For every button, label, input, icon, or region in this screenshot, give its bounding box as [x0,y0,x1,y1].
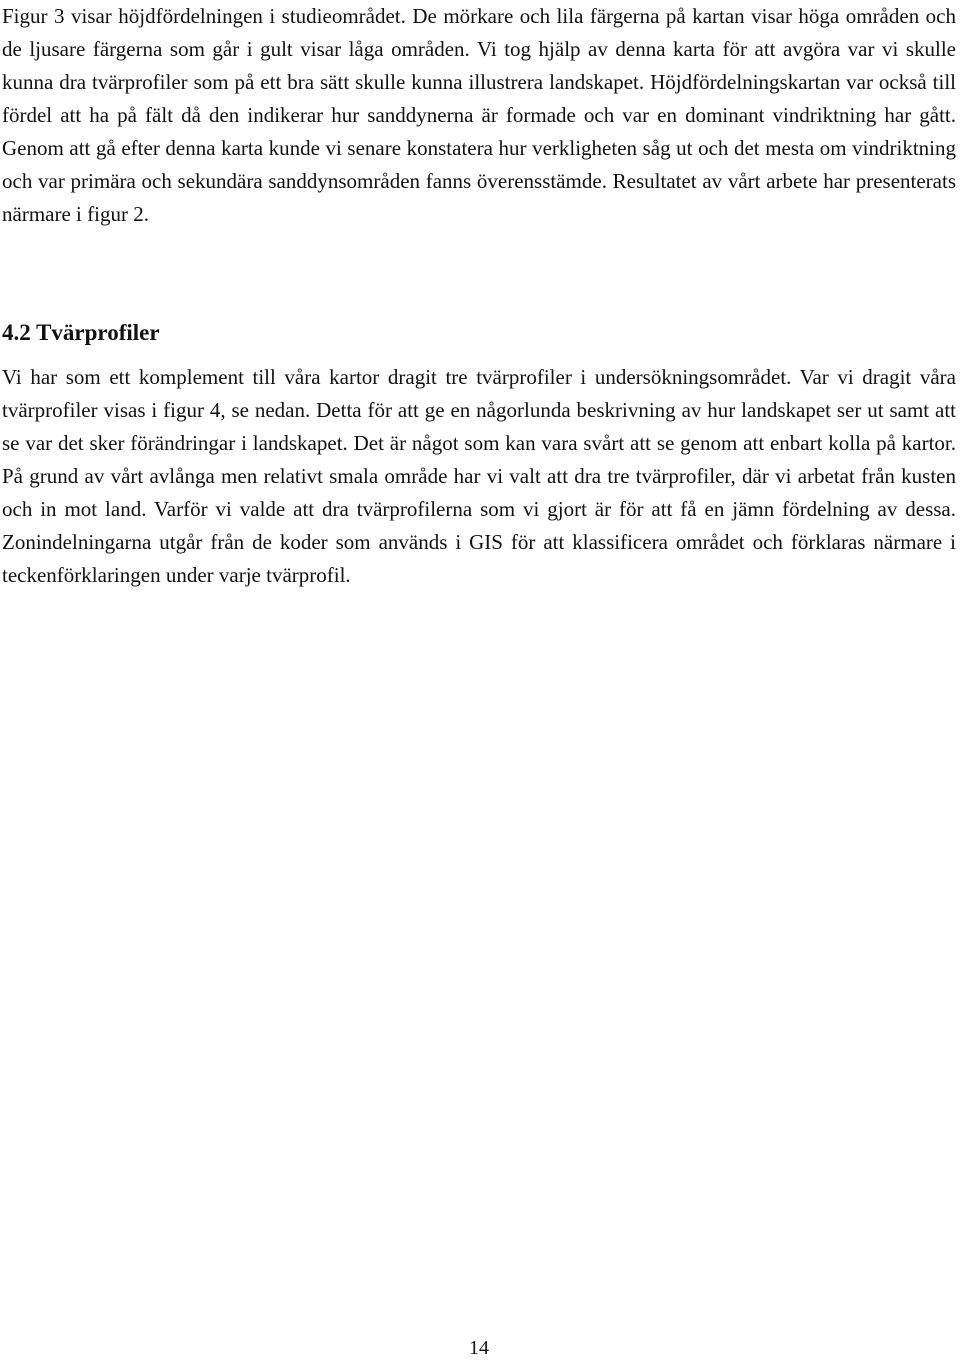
page-number: 14 [469,1337,489,1359]
body-paragraph-cross-profiles: Vi har som ett komplement till våra kartor dragit tre tvärprofiler i undersökningsområdet. Var vi dragit våra tvärprofiler visas i figur 4, se nedan. Detta för att ge en någorlunda beskrivning av hur landskapet ser ut samt att se var det sker förändringar i landskapet. Det är något som kan vara svårt att se genom att enbart kolla på kartor. På grund av vårt avlånga men relativt smala område har vi valt att dra tre tvärprofiler, där vi arbetat från kusten och in mot land. Varför vi valde att dra tvärprofilerna som vi gjort är för att få en jämn fördelning av dessa. Zonindelningarna utgår från de koder som används i GIS för att klassificera området och förklaras närmare i teckenförklaringen under varje tvärprofil. [2,365,956,587]
section-heading-cross-profiles: 4.2 Tvärprofiler [2,320,160,345]
body-paragraph-height-distribution: Figur 3 visar höjdfördelningen i studieområdet. De mörkare och lila färgerna på kartan visar höga områden och de ljusare färgerna som går i gult visar låga områden. Vi tog hjälp av denna karta för att avgöra var vi skulle kunna dra tvärprofiler som på ett bra sätt skulle kunna illustrera landskapet. Höjdfördelningskartan var också till fördel att ha på fält då den indikerar hur sanddynerna är formade och var en dominant vindriktning har gått. Genom att gå efter denna karta kunde vi senare konstatera hur verkligheten såg ut och det mesta om vindriktning och var primära och sekundära sanddynsområden fanns överensstämde. Resultatet av vårt arbete har presenterats närmare i figur 2. [2,4,956,226]
document-page [2,0,956,1360]
